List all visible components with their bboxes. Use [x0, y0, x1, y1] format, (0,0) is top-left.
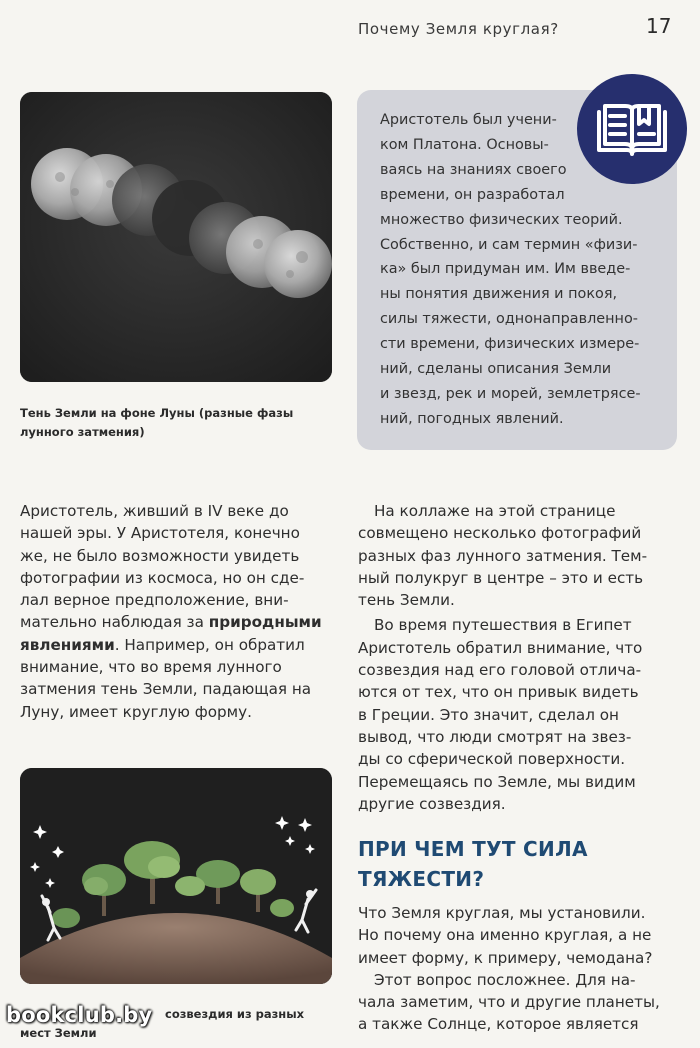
body-line: Но почему она именно круглая, а не: [358, 926, 652, 945]
body-line: [20, 611, 340, 633]
body-line: На коллаже на этой странице: [374, 502, 616, 520]
lunar-eclipse-collage: [20, 92, 332, 382]
body-line: же, не было возможности увидеть: [20, 546, 300, 565]
body-line: Этот вопрос посложнее. Для на-: [374, 970, 636, 989]
lunar-eclipse-photo: [20, 92, 332, 382]
watermark: bookclub.by: [6, 1003, 153, 1027]
body-line: чала заметим, что и другие планеты,: [358, 993, 660, 1012]
body-line: нашей эры. У Аристотеля, конечно: [20, 524, 300, 543]
body-line: ный полукруг в центре – это и есть: [358, 568, 644, 587]
body-text: мательно наблюдая за: [20, 613, 209, 632]
body-line: Что Земля круглая, мы установили.: [358, 904, 646, 922]
info-line: ка» был придуман им. Им введе-: [380, 261, 631, 278]
info-line: времени, он разработал: [380, 186, 565, 203]
right-column-text-2: [358, 902, 688, 1036]
photo2-caption: [165, 1005, 304, 1024]
info-line: ваясь на знаниях своего: [380, 161, 567, 178]
body-line: [20, 634, 340, 656]
caption-line: созвездия из разных: [165, 1007, 305, 1021]
right-column-text: [358, 500, 688, 815]
body-line: в Греции. Это значит, сделал он: [358, 705, 619, 724]
body-line: лал верное предположение, вни-: [20, 591, 289, 610]
body-line: Луну, имеет круглую форму.: [20, 702, 252, 721]
constellations-illustration: [20, 768, 332, 984]
body-line: Перемещаясь по Земле, мы видим: [358, 772, 636, 791]
running-title: Почему Земля круглая?: [358, 20, 559, 38]
caption-line: мест Земли: [20, 1026, 97, 1040]
left-column-text: [20, 500, 340, 723]
photo1-caption: [20, 404, 293, 442]
body-line: ды со сферической поверхности.: [358, 750, 626, 769]
caption-line: лунного затмения): [20, 425, 145, 439]
page-number: 17: [646, 14, 672, 38]
body-line: созвездия над его головой отлича-: [358, 661, 642, 680]
emphasis-text: природными: [208, 613, 322, 632]
heading-line: ПРИ ЧЕМ ТУТ СИЛА: [358, 837, 588, 861]
body-line: другие созвездия.: [358, 794, 506, 813]
info-line: ны понятия движения и покоя,: [380, 286, 618, 303]
info-line: Аристотель был учени-: [380, 112, 557, 128]
body-line: разных фаз лунного затмения. Тем-: [358, 546, 648, 565]
heading-line: ТЯЖЕСТИ?: [358, 867, 485, 891]
info-line: и звезд, рек и морей, землетрясе-: [380, 385, 641, 402]
body-line: тень Земли.: [358, 591, 455, 610]
moon-phase-7: [264, 230, 332, 298]
body-line: Аристотель обратил внимание, что: [358, 638, 643, 657]
body-line: Во время путешествия в Египет: [374, 616, 632, 635]
body-line: Аристотель, живший в IV веке до: [20, 502, 289, 520]
caption-line: Тень Земли на фоне Луны (разные фазы: [20, 406, 294, 420]
info-line: силы тяжести, однонаправленно-: [380, 311, 638, 328]
info-line: Собственно, и сам термин «физи-: [380, 236, 638, 253]
info-line: ний, погодных явлений.: [380, 410, 564, 427]
globe-trees-stars-illustration: [20, 768, 332, 984]
info-line: ком Платона. Основы-: [380, 136, 549, 153]
emphasis-text: явлениями: [20, 635, 115, 654]
body-text: . Например, он обратил: [114, 635, 305, 654]
section-heading: [358, 834, 588, 894]
body-line: фотографии из космоса, но он сде-: [20, 568, 305, 587]
body-line: затмения тень Земли, падающая на: [20, 680, 312, 699]
info-line: множество физических теорий.: [380, 211, 623, 228]
info-line: ний, сделаны описания Земли: [380, 361, 612, 378]
info-box-text: [380, 108, 660, 432]
body-line: вывод, что люди смотрят на звез-: [358, 727, 632, 746]
body-line: ются от тех, что он привык видеть: [358, 683, 639, 702]
body-line: внимание, что во время лунного: [20, 658, 282, 677]
info-line: сти времени, физических измере-: [380, 336, 640, 353]
body-line: совмещено несколько фотографий: [358, 524, 642, 543]
body-line: а также Солнце, которое является: [358, 1015, 639, 1034]
body-line: имеет форму, к примеру, чемодана?: [358, 948, 653, 967]
